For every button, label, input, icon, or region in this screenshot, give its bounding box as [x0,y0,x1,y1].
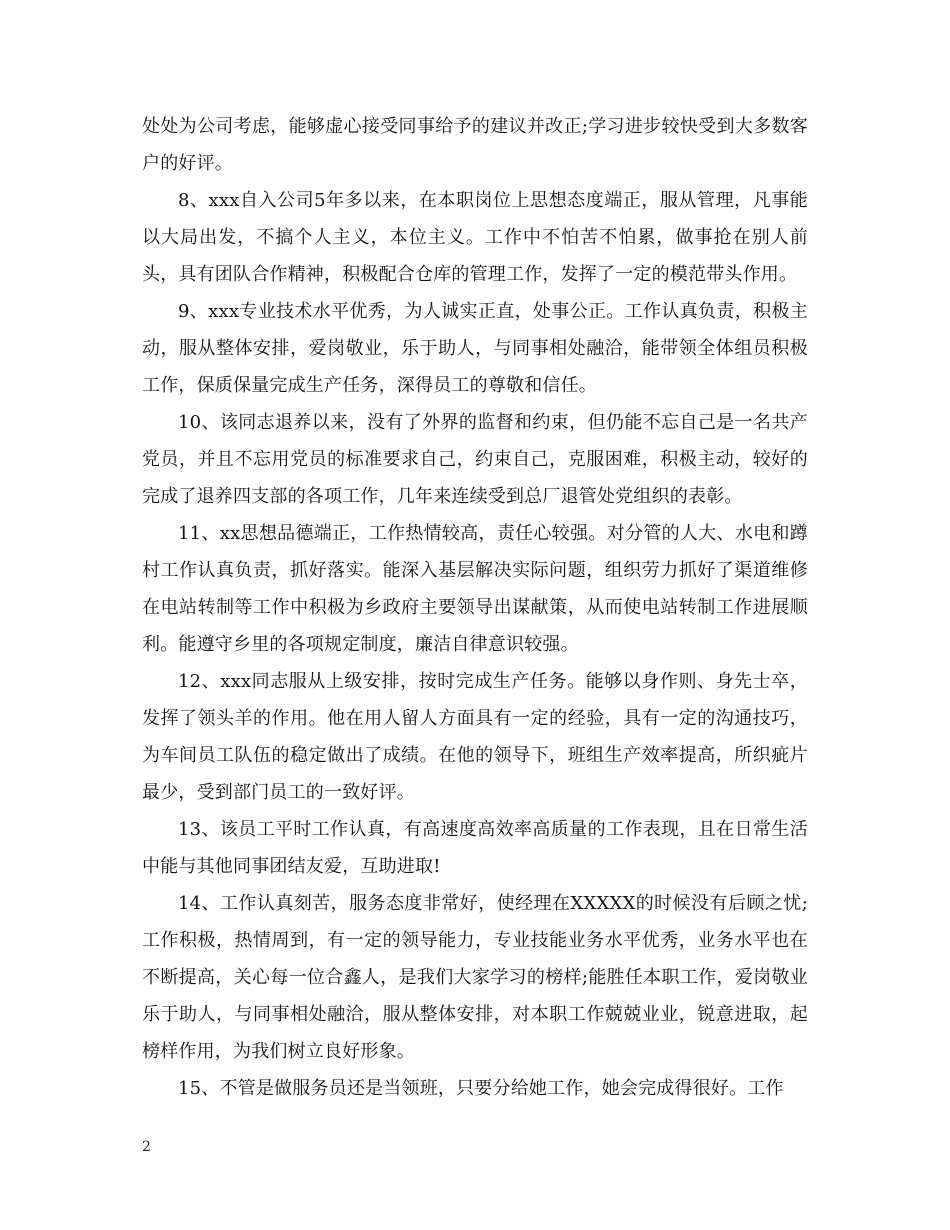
paragraph-item-14: 14、工作认真刻苦，服务态度非常好，使经理在XXXXX的时候没有后顾之忧;工作积极，热情周到，有一定的领导能力，专业技能业务水平优秀，业务水平也在不断提高，关心每一位合鑫人，是我们大家学习的榜样;能胜任本职工作，爱岗敬业乐于助人，与同事相处融洽，服从整体安排，对本职工作兢兢业业，锐意进取，起榜样作用，为我们树立良好形象。 [142,893,808,1062]
paragraph-item-9: 9、xxx专业技术水平优秀，为人诚实正直，处事公正。工作认真负责，积极主动，服从整体安排，爱岗敬业，乐于助人，与同事相处融洽，能带领全体组员积极工作，保质保量完成生产任务，深得员工的尊敬和信任。 [142,301,808,396]
paragraph-item-11: 11、xx思想品德端正，工作热情较高，责任心较强。对分管的人大、水电和蹲村工作认真负责，抓好落实。能深入基层解决实际问题，组织劳力抓好了渠道维修在电站转制等工作中积极为乡政府主要领导出谋献策，从而使电站转制工作进展顺利。能遵守乡里的各项规定制度，廉洁自律意识较强。 [142,523,808,655]
paragraph-item-8: 8、xxx自入公司5年多以来，在本职岗位上思想态度端正，服从管理，凡事能以大局出发，不搞个人主义，本位主义。工作中不怕苦不怕累，做事抢在别人前头，具有团队合作精神，积极配合仓库的管理工作，发挥了一定的模范带头作用。 [142,190,808,285]
page-number: 2 [142,1139,151,1155]
paragraph-item-13: 13、该员工平时工作认真，有高速度高效率高质量的工作表现，且在日常生活中能与其他同事团结友爱，互助进取! [142,819,808,877]
paragraph-item-10: 10、该同志退养以来，没有了外界的监督和约束，但仍能不忘自己是一名共产党员，并且不忘用党员的标准要求自己，约束自己，克服困难，积极主动，较好的完成了退养四支部的各项工作，几年来连续受到总厂退管处党组织的表彰。 [142,412,808,507]
paragraph-item-12: 12、xxx同志服从上级安排，按时完成生产任务。能够以身作则、身先士卒，发挥了领头羊的作用。他在用人留人方面具有一定的经验，具有一定的沟通技巧，为车间员工队伍的稳定做出了成绩。在他的领导下，班组生产效率提高，所织疵片最少，受到部门员工的一致好评。 [142,671,808,803]
paragraph-continuation: 处处为公司考虑，能够虚心接受同事给予的建议并改正;学习进步较快受到大多数客户的好评。 [142,116,808,174]
document-body [142,108,808,1107]
paragraph-item-15: 15、不管是做服务员还是当领班，只要分给她工作，她会完成得很好。工作 [178,1078,784,1099]
